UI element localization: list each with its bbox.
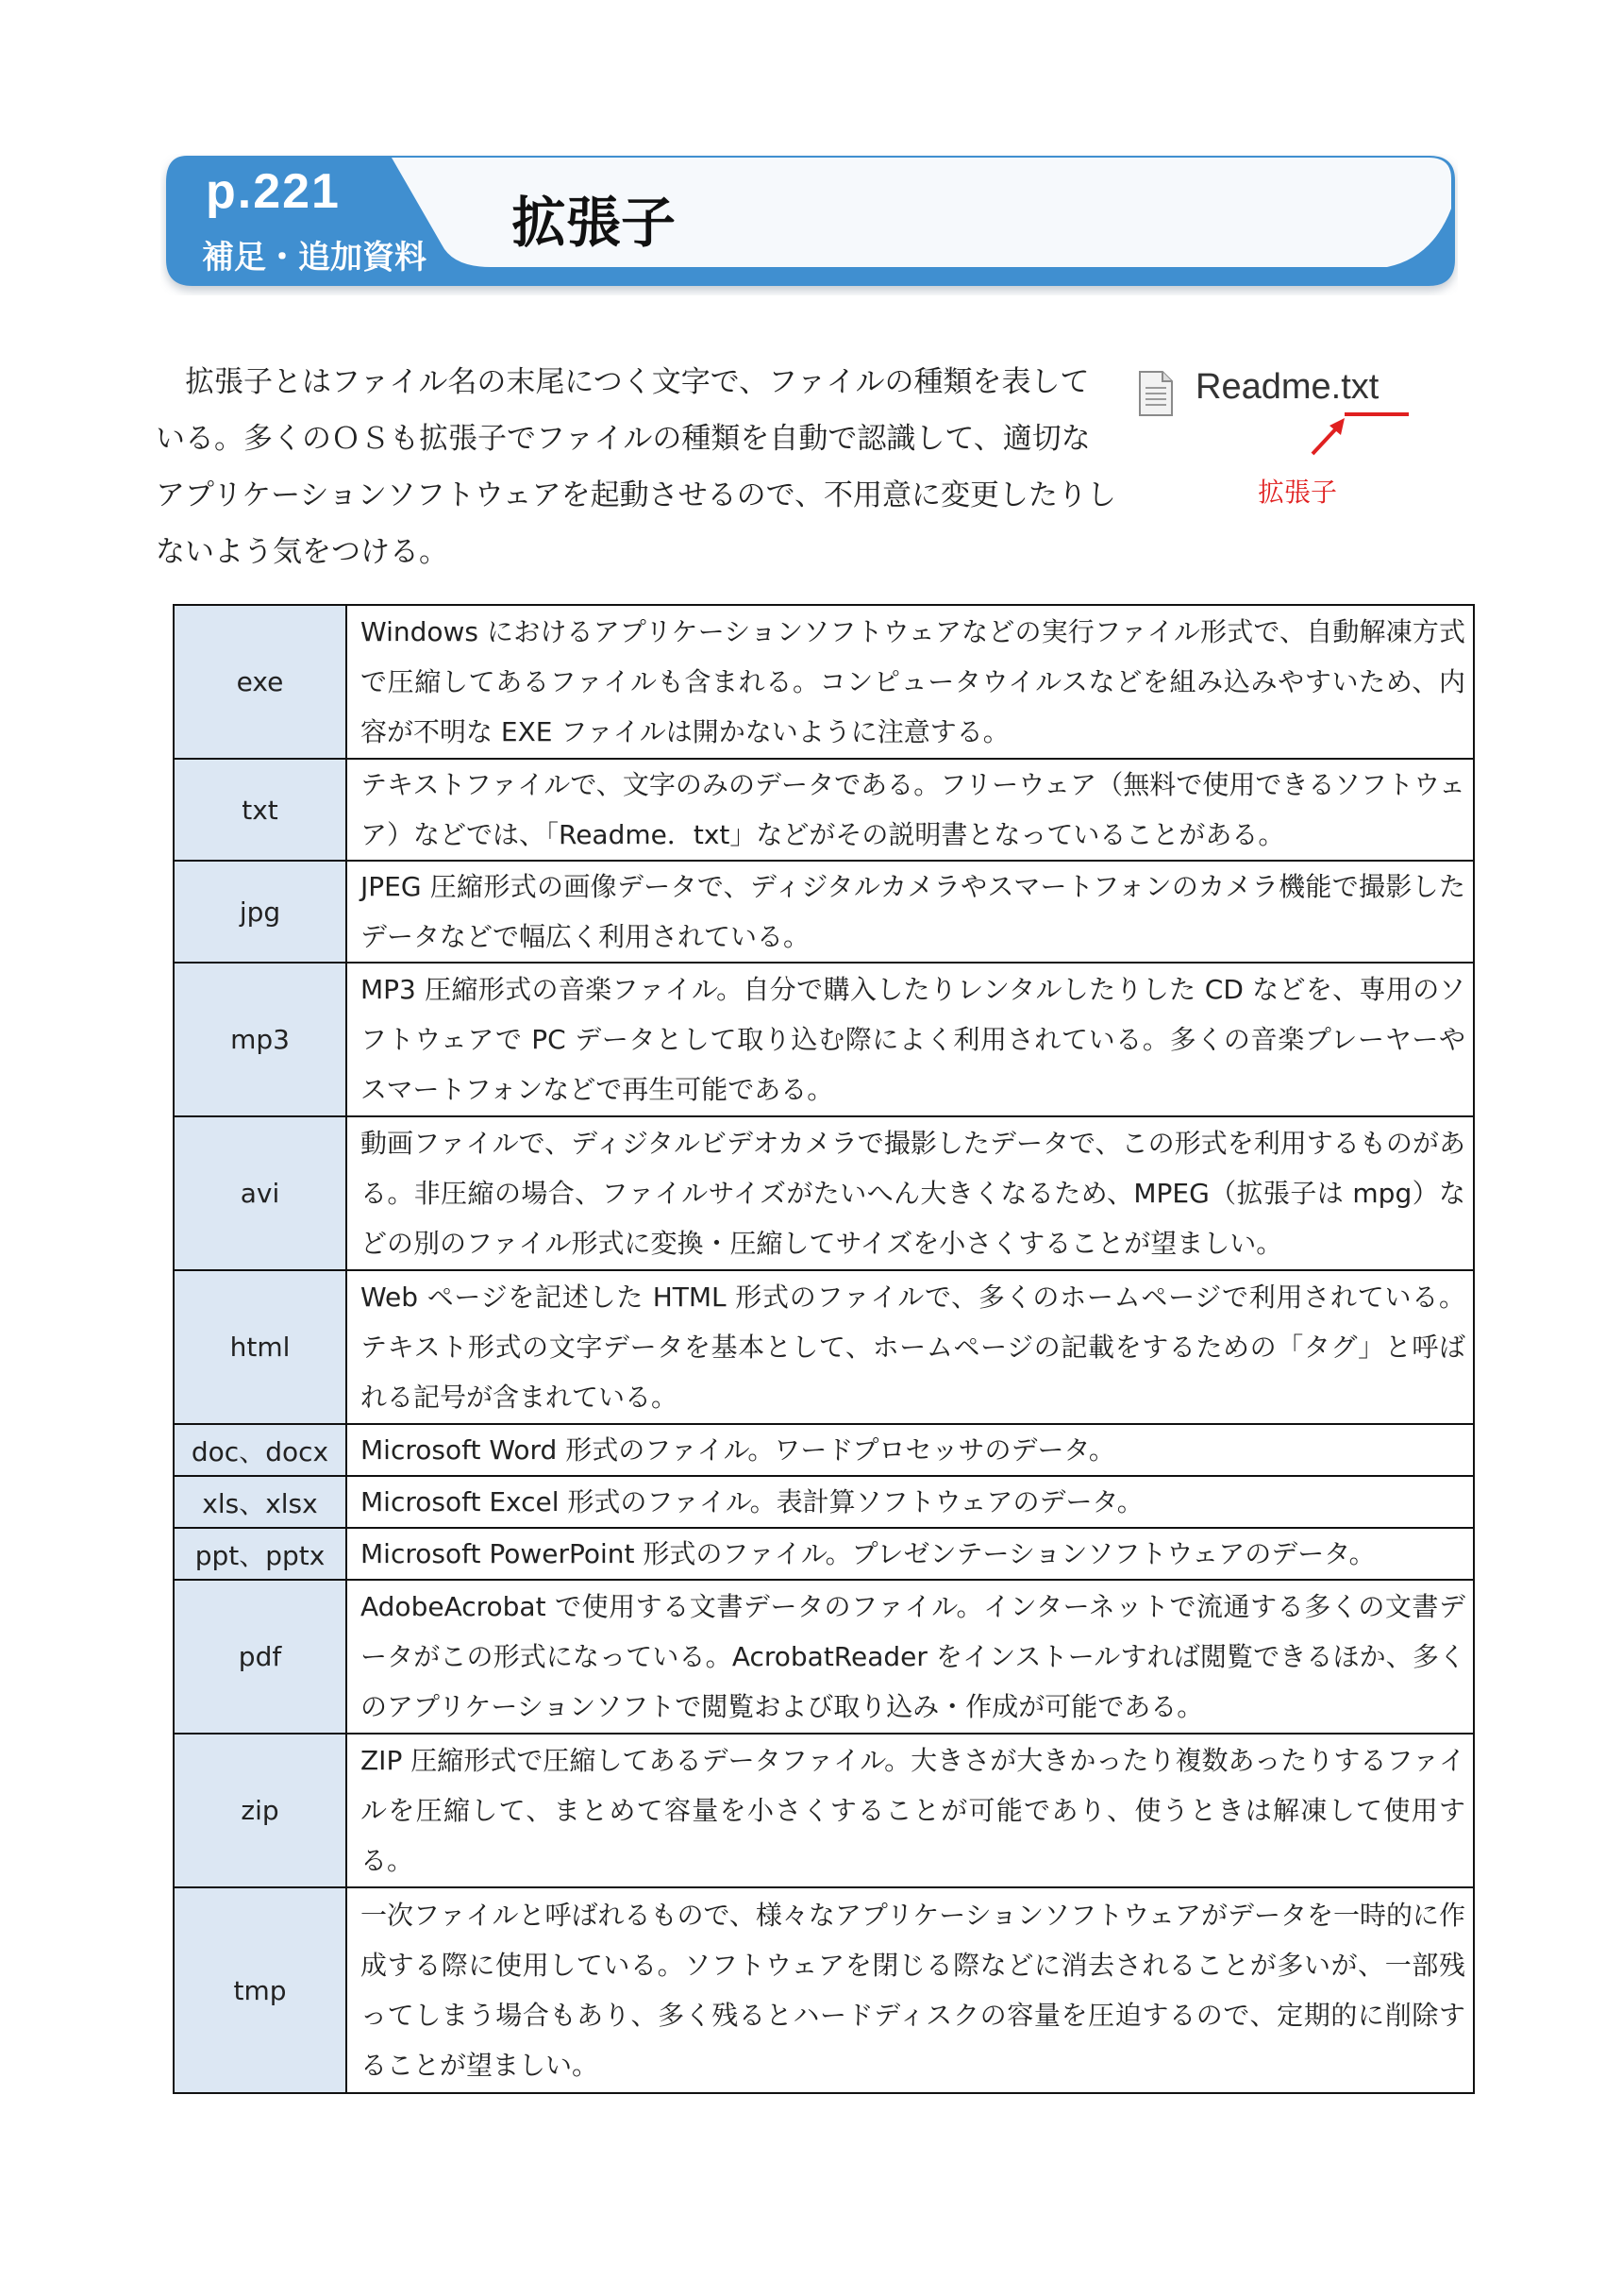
table-row <box>174 1528 1474 1580</box>
page-title: 拡張子 <box>511 191 677 255</box>
description-cell: MP3 圧縮形式の音楽ファイル。自分で購入したりレンタルしたりした CD などを、専用のソフトウェアで PC データとして取り込む際によく利用されている。多くの音楽プレーヤーやスマートフォンなどで再生可能である。 <box>346 963 1474 1116</box>
table-row <box>174 1734 1474 1887</box>
extension-table-body <box>174 605 1474 2093</box>
table-row <box>174 1476 1474 1528</box>
header-banner <box>160 154 1458 295</box>
document-file-icon <box>1137 371 1175 416</box>
description-cell: Microsoft PowerPoint 形式のファイル。プレゼンテーションソフトウェアのデータ。 <box>346 1528 1474 1580</box>
extension-cell: pdf <box>174 1580 346 1734</box>
extension-cell: tmp <box>174 1887 346 2093</box>
description-cell: Windows におけるアプリケーションソフトウェアなどの実行ファイル形式で、自動解凍方式で圧縮してあるファイルも含まれる。コンピュータウイルスなどを組み込みやすいため、内容が不明な EXE ファイルは開かないように注意する。 <box>346 605 1474 759</box>
section-label: 補足・追加資料 <box>202 239 426 277</box>
extension-cell: jpg <box>174 861 346 963</box>
extension-underline <box>1345 412 1409 416</box>
table-row <box>174 1887 1474 2093</box>
table-row <box>174 1270 1474 1424</box>
intro-paragraph <box>156 354 1118 580</box>
extension-cell: zip <box>174 1734 346 1887</box>
table-row <box>174 759 1474 861</box>
description-cell: Microsoft Word 形式のファイル。ワードプロセッサのデータ。 <box>346 1424 1474 1476</box>
extension-cell: doc、docx <box>174 1424 346 1476</box>
table-row <box>174 1424 1474 1476</box>
description-cell: 動画ファイルで、ディジタルビデオカメラで撮影したデータで、この形式を利用するものがある。非圧縮の場合、ファイルサイズがたいへん大きくなるため、MPEG（拡張子は mpg）などの別のファイル形式に変換・圧縮してサイズを小さくすることが望ましい。 <box>346 1116 1474 1270</box>
table-row <box>174 963 1474 1116</box>
extension-cell: html <box>174 1270 346 1424</box>
arrow-icon <box>1307 416 1354 460</box>
description-cell: Microsoft Excel 形式のファイル。表計算ソフトウェアのデータ。 <box>346 1476 1474 1528</box>
intro-text: 拡張子とはファイル名の末尾につく文字で、ファイルの種類を表している。多くのＯＳも拡張子でファイルの種類を自動で認識して、適切なアプリケーションソフトウェアを起動させるので、不用意に変更したりしないよう気をつける。 <box>156 365 1117 569</box>
description-cell: 一次ファイルと呼ばれるもので、様々なアプリケーションソフトウェアがデータを一時的に作成する際に使用している。ソフトウェアを閉じる際などに消去されることが多いが、一部残ってしまう場合もあり、多く残るとハードディスクの容量を圧迫するので、定期的に削除することが望ましい。 <box>346 1887 1474 2093</box>
table-row <box>174 1580 1474 1734</box>
extension-example <box>1137 363 1448 514</box>
page-number: p.221 <box>206 164 341 219</box>
extension-cell: avi <box>174 1116 346 1270</box>
extension-annotation: 拡張子 <box>1258 477 1338 508</box>
table-row <box>174 605 1474 759</box>
extension-cell: txt <box>174 759 346 861</box>
extension-cell: mp3 <box>174 963 346 1116</box>
description-cell: テキストファイルで、文字のみのデータである。フリーウェア（無料で使用できるソフトウェア）などでは、「Readme．txt」などがその説明書となっていることがある。 <box>346 759 1474 861</box>
extension-cell: xls、xlsx <box>174 1476 346 1528</box>
extension-table <box>173 604 1475 2094</box>
description-cell: AdobeAcrobat で使用する文書データのファイル。インターネットで流通する多くの文書データがこの形式になっている。AcrobatReader をインストールすれば閲覧できるほか、多くのアプリケーションソフトで閲覧および取り込み・作成が可能である。 <box>346 1580 1474 1734</box>
example-file-name: Readme.txt <box>1196 367 1380 407</box>
description-cell: ZIP 圧縮形式で圧縮してあるデータファイル。大きさが大きかったり複数あったりするファイルを圧縮して、まとめて容量を小さくすることが可能であり、使うときは解凍して使用する。 <box>346 1734 1474 1887</box>
table-row <box>174 1116 1474 1270</box>
extension-cell: exe <box>174 605 346 759</box>
table-row <box>174 861 1474 963</box>
description-cell: Web ページを記述した HTML 形式のファイルで、多くのホームページで利用されている。テキスト形式の文字データを基本として、ホームページの記載をするための「タグ」と呼ばれる記号が含まれている。 <box>346 1270 1474 1424</box>
description-cell: JPEG 圧縮形式の画像データで、ディジタルカメラやスマートフォンのカメラ機能で撮影したデータなどで幅広く利用されている。 <box>346 861 1474 963</box>
extension-cell: ppt、pptx <box>174 1528 346 1580</box>
